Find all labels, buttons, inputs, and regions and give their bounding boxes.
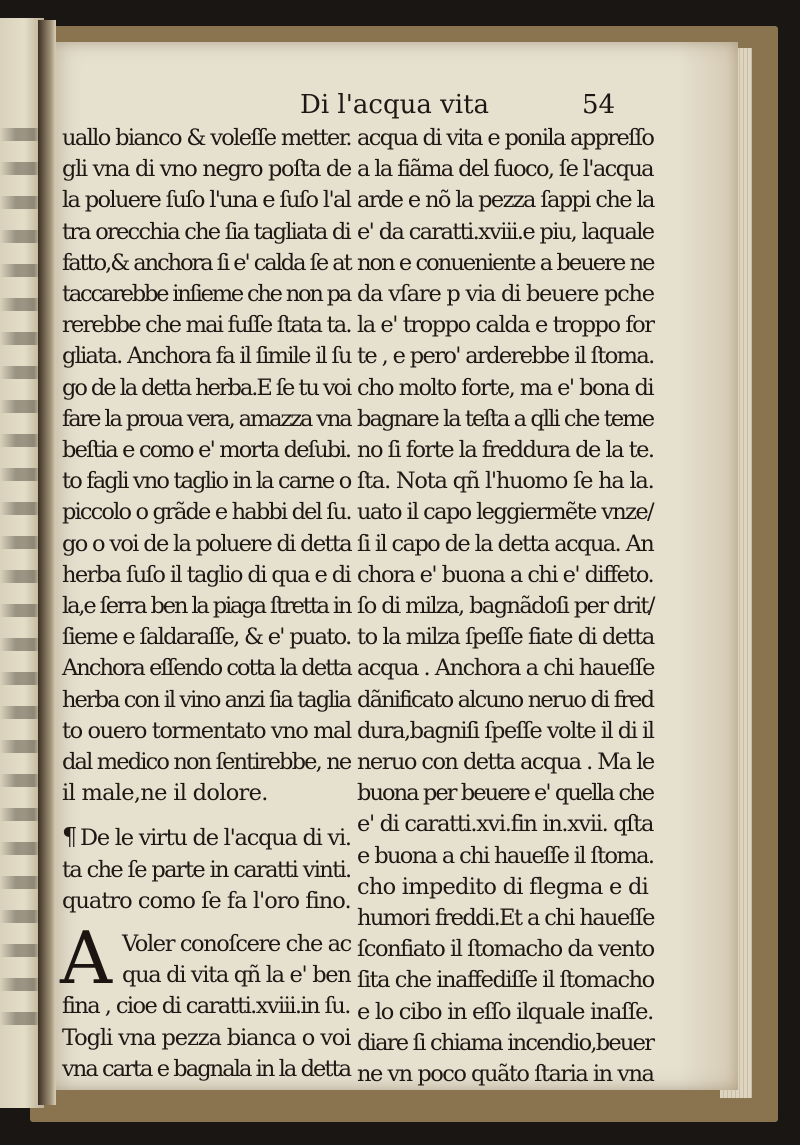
text-line: bagnare la teſta a qlli che teme [357,405,654,432]
text-line: ſi il capo de la detta acqua. An [357,530,654,557]
text-line: Togli vna pezza bianca o voi [62,1024,351,1051]
text-line: e buona a chi haueſſe il ſtoma. [357,842,654,869]
text-line: buona per beuere e' quella che [357,780,654,807]
text-line: il male,ne il dolore. [62,780,268,807]
left-column [62,123,352,1085]
text-line: piccolo o grãde e habbi del ſu. [62,499,351,526]
text-line: to ouero tormentato vno mal [62,717,351,744]
text-line: taccarebbe inſieme che non pa [62,281,351,308]
page-number: 54 [582,90,616,120]
book-gutter [38,20,56,1105]
text-line: e' di caratti.xvi.fin in.xvii. qſta [357,811,654,838]
text-line: Anchora eſſendo cotta la detta [62,655,351,682]
text-line: acqua . Anchora a chi haueſſe [357,655,654,682]
paper-stain [678,42,738,1090]
right-paragraph [357,123,655,1090]
text-line: da vſare p via di beuere pche [357,281,654,308]
text-line: to la milza ſpeſſe fiate di detta [357,624,654,651]
left-paragraph [62,123,352,809]
text-line: uato il capo leggiermẽte vnze/ [357,499,654,526]
text-line: quatro como ſe fa l'oro fino. [62,887,351,914]
text-line: e' da caratti.xviii.e piu, laquale [357,218,654,245]
text-line: cho impedito di flegma e di [357,873,649,900]
text-line: uallo bianco & voleſſe metter. [62,125,351,151]
text-line: rerebbe che mai fuſſe ſtata ta. [62,312,351,339]
text-line: la poluere ſuſo l'una e ſuſo l'al [62,187,351,214]
text-line: la,e ſerra ben la piaga ſtretta in [62,593,351,620]
previous-page-text-bleed [0,128,40,1028]
drop-cap-initial: A [60,916,112,1001]
text-line: vna carta e bagnala in la detta [62,1055,351,1082]
text-line: cho molto forte, ma e' bona di [357,374,654,401]
text-line: gliata. Anchora fa il ſimile il ſu [62,343,351,370]
text-line: tra orecchia che ſia tagliata di [62,218,350,245]
running-head: Di l'acqua vita [300,90,490,120]
text-line: gli vna di vno negro poſta de [62,156,351,183]
text-line: ſieme e ſaldaraſſe, & e' puato. [62,624,351,651]
text-line: a la fiãma del fuoco, ſe l'acqua [357,156,653,183]
text-line: fare la proua vera, amazza vna [62,405,351,432]
text-line: arde e nõ la pezza ſappi che la [357,187,654,214]
decorated-initial-paragraph [60,916,352,1085]
text-line: ſconfiato il ſtomacho da vento [357,936,654,963]
text-line: no ſi forte la freddura de la te. [357,437,654,464]
section-heading [62,822,352,917]
text-line: ſta. Nota qñ l'huomo ſe ha la. [357,468,654,495]
text-line: acqua di vita e ponila appreſſo [357,125,654,151]
text-line: chora e' buona a chi e' diffeto. [357,561,654,588]
text-line: ta che ſe parte in caratti vinti. [62,856,351,883]
text-line: dãnificato alcuno neruo di fred [357,686,654,713]
text-line: e lo cibo in eſſo ilquale inaſſe. [357,998,653,1025]
text-line: qua di vita qñ la e' ben [122,962,351,989]
text-line: herba ſuſo il taglio di qua e di [62,561,351,588]
text-line: ne vn poco quãto ſtaria in vna [357,1061,654,1088]
text-line: diare ſi chiama incendio,beuer [357,1029,654,1056]
text-line: te , e pero' arderebbe il ſtoma. [357,343,654,370]
text-line: humori freddi.Et a chi haueſſe [357,905,654,932]
text-line: dal medico non ſentirebbe, ne [62,749,351,776]
text-line: beſtia e como e' morta deſubi. [62,437,351,464]
left-paragraph-continued [62,991,352,1085]
text-line: fatto,& anchora ſi e' calda ſe at [62,249,351,276]
text-line: ſo di milza, bagnãdoſi per drit/ [357,593,654,620]
text-line: Voler conoſcere che ac [122,931,351,958]
text-line: ſita che inaffediſſe il ſtomacho [357,967,654,994]
pilcrow-mark: ¶ [62,823,77,852]
text-line: ¶ De le virtu de l'acqua di vi. [62,823,351,852]
text-line: to fagli vno taglio in la carne o [62,468,351,495]
text-line: go o voi de la poluere di detta [62,530,351,557]
right-column [357,123,655,1090]
text-line: neruo con detta acqua . Ma le [357,749,654,776]
text-line: non e conueniente a beuere ne [357,249,654,276]
text-line: dura,bagniſi ſpeſſe volte il di il [357,717,654,744]
text-line: fina , cioe di caratti.xviii.in ſu. [62,993,350,1020]
text-line: go de la detta herba.E ſe tu voi [62,374,351,401]
text-line: la e' troppo calda e troppo for [357,312,654,339]
text-line: herba con il vino anzi ſia taglia [62,686,351,713]
